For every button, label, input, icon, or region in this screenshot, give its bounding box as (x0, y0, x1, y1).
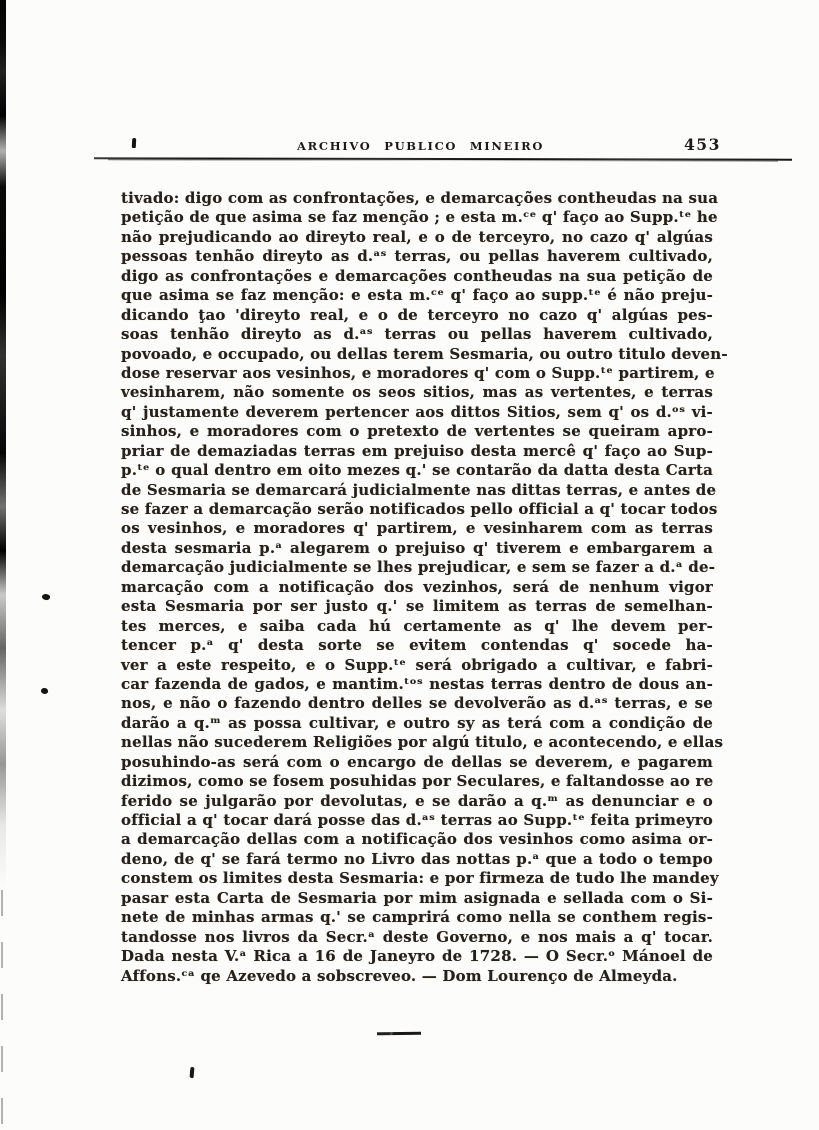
text-line: petição de que asima se faz menção ; e esta m.ᶜᵉ q' faço ao Supp.ᵗᵉ he (121, 208, 718, 227)
text-line: a demarcação dellas com a notificação dos vesinhos como asima or- (121, 830, 713, 849)
text-line: não prejudicando ao direyto real, e o de terceyro, no cazo q' algúas (121, 227, 713, 246)
section-divider-rule (377, 1032, 421, 1036)
running-head-title: ARCHIVO PUBLICO MINEIRO (297, 139, 545, 153)
text-line: que asima se faz menção: e esta m.ᶜᵉ q' faço ao supp.ᵗᵉ é não preju- (121, 286, 713, 305)
text-line: sinhos, e moradores com o pretexto de vertentes se queiram apro- (121, 422, 713, 441)
text-line: Dada nesta V.ᵃ Rica a 16 de Janeyro de 1728. — O Secr.ᵒ Mánoel de (121, 947, 713, 966)
text-line: official a q' tocar dará posse das d.ᵃˢ terras ao Supp.ᵗᵉ feita primeyro (121, 811, 713, 829)
text-line: se fazer a demarcação serão notificados pello official a q' tocar todos (121, 500, 718, 518)
text-line: povoado, e occupado, ou dellas terem Sesmaria, ou outro titulo deven- (121, 344, 728, 363)
text-line: q' justamente deverem pertencer aos dittos Sitios, sem q' os d.ᵒˢ vi- (121, 402, 713, 421)
text-line: tandosse nos livros da Secr.ᵃ deste Governo, e nos mais a q' tocar. (121, 927, 713, 946)
text-line: car fazenda de gados, e mantim.ᵗᵒˢ nestas terras dentro de dous an- (121, 674, 713, 693)
text-line: ver a este respeito, e o Supp.ᵗᵉ será obrigado a cultivar, e fabri- (121, 655, 713, 674)
text-line: tivado: digo com as confrontações, e demarcações contheudas na sua (121, 189, 719, 207)
text-line: dizimos, como se fosem posuhidas por Seculares, e faltandosse ao re (121, 772, 714, 791)
text-line: soas tenhão direyto as d.ᵃˢ terras ou pellas haverem cultivado, (121, 325, 713, 344)
text-line: posuhindo-as será com o encargo de dellas se deverem, e pagarem (121, 752, 713, 771)
text-line: Affons.ᶜᵃ qe Azevedo a sobscreveo. — Dom Lourenço de Almeyda. (121, 966, 678, 985)
text-line: digo as confrontações e demarcações contheudas na sua petição de (121, 266, 713, 285)
text-line: vesinharem, não somente os seos sitios, mas as vertentes, e terras (121, 383, 713, 402)
text-line: pasar esta Carta de Sesmaria por mim asignada e sellada com o Si- (121, 888, 713, 907)
text-line: de Sesmaria se demarcará judicialmente nas dittas terras, e antes de (121, 480, 717, 499)
text-line: pessoas tenhão direyto as d.ᵃˢ terras, ou pellas haverem cultivado, (121, 247, 713, 266)
text-line: dicando ţao 'direyto real, e o de terceyro no cazo q' algúas pes- (121, 305, 713, 324)
ink-mark (190, 1067, 195, 1078)
printers-mark (132, 138, 137, 148)
text-line: constem os limites desta Sesmaria: e por firmeza de tudo lhe mandey (121, 869, 719, 888)
body-text-block (121, 189, 728, 986)
ink-speck (41, 593, 50, 601)
text-line: os vesinhos, e moradores q' partirem, e vesinharem com as terras (121, 519, 713, 538)
text-line: ferido se julgarão por devolutas, e se darão a q.ᵐ as denunciar e o (121, 791, 713, 810)
text-line: tencer p.ᵃ q' desta sorte se evitem contendas q' socede ha- (121, 636, 713, 655)
text-line: deno, de q' se fará termo no Livro das nottas p.ᵃ que a todo o tempo (121, 849, 713, 868)
text-line: nellas não sucederem Religiões por algú titulo, e acontecendo, e ellas (121, 733, 724, 752)
text-line: nos, e não o fazendo dentro delles se devolverão as d.ᵃˢ terras, e se (121, 694, 713, 713)
text-line: demarcação judicialmente se lhes prejudicar, e sem se fazer a d.ᵃ de- (121, 558, 716, 577)
header-rule-shadow (108, 159, 778, 161)
text-line: priar de demaziadas terras em prejuiso desta mercê q' faço ao Sup- (121, 441, 713, 460)
text-line: esta Sesmaria por ser justo q.' se limitem as terras de semelhan- (121, 597, 713, 616)
text-line: nete de minhas armas q.' se camprirá como nella se conthem regis- (121, 908, 713, 927)
text-line: darão a q.ᵐ as possa cultivar, e outro sy as terá com a condição de (121, 713, 713, 732)
binding-edge-artifact (0, 0, 6, 888)
text-line: p.ᵗᵉ o qual dentro em oito mezes q.' se contarão da datta desta Carta (121, 461, 713, 480)
text-line: dose reservar aos vesinhos, e moradores q' com o Supp.ᵗᵉ partirem, e (121, 363, 715, 382)
page-number: 453 (684, 135, 721, 154)
text-line: desta sesmaria p.ᵃ alegarem o prejuiso q' tiverem e embargarem a (121, 538, 713, 557)
text-line: marcação com a notificação dos vezinhos, será de nenhum vigor (121, 577, 713, 596)
ink-speck (40, 687, 48, 694)
binding-edge-artifact-lower (1, 890, 3, 1125)
text-line: tes merces, e saiba cada hú certamente as q' lhe devem per- (121, 616, 713, 635)
header-rule (94, 157, 792, 162)
